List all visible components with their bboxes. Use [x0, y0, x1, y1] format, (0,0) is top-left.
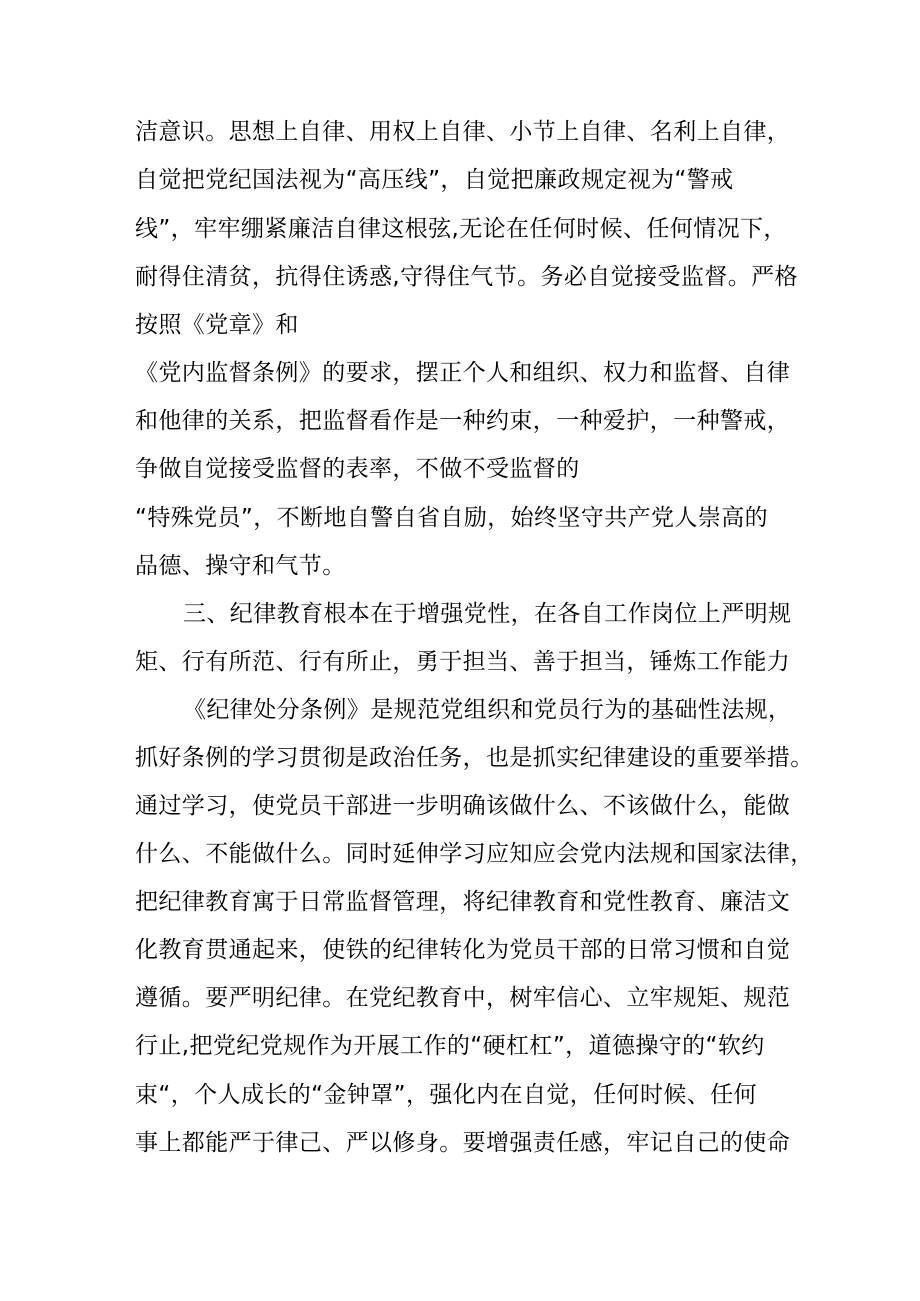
- body-text-line: 《纪律处分条例》是规范党组织和党员行为的基础性法规，: [183, 697, 792, 723]
- body-text-line: 束“，个人成长的“金钟罩”，强化内在自觉，任何时候、任何: [135, 1082, 757, 1108]
- section-heading-line: 矩、行有所范、行有所止，勇于担当、善于担当，锤炼工作能力: [135, 649, 791, 675]
- body-text-line: 《党内监督条例》的要求，摆正个人和组织、权力和监督、自律: [135, 360, 791, 386]
- body-text-line: 通过学习，使党员干部进一步明确该做什么、不该做什么，能做: [135, 793, 791, 819]
- body-text-line: 洁意识。思想上自律、用权上自律、小节上自律、名利上自律，: [135, 119, 791, 145]
- body-text-line: 品德、操守和气节。: [135, 553, 346, 579]
- body-text-line: 耐得住清贫，抗得住诱惑,守得住气节。务必自觉接受监督。严格: [135, 264, 798, 290]
- body-text-line: 遵循。要严明纪律。在党纪教育中，树牢信心、立牢规矩、规范: [135, 985, 791, 1011]
- body-text-line: “特殊党员”，不断地自警自省自励，始终坚守共产党人崇高的: [135, 505, 769, 531]
- section-heading-line: 三、纪律教育根本在于增强党性，在各自工作岗位上严明规: [183, 601, 792, 627]
- body-text-line: 和他律的关系，把监督看作是一种约束，一种爱护，一种警戒，: [135, 408, 791, 434]
- body-text-line: 自觉把党纪国法视为“高压线”，自觉把廉政规定视为“警戒: [135, 167, 734, 193]
- body-text-line: 争做自觉接受监督的表率，不做不受监督的: [135, 456, 580, 482]
- body-text-line: 行止,把党纪党规作为开展工作的“硬杠杠”，道德操守的“软约: [135, 1033, 765, 1059]
- body-text-line: 什么、不能做什么。同时延伸学习应知应会党内法规和国家法律，: [135, 841, 814, 867]
- body-text-line: 化教育贯通起来，使铁的纪律转化为党员干部的日常习惯和自觉: [135, 937, 791, 963]
- body-text-line: 按照《党章》和: [135, 312, 299, 338]
- body-text-line: 把纪律教育寓于日常监督管理，将纪律教育和党性教育、廉洁文: [135, 889, 791, 915]
- body-text-line: 线”，牢牢绷紧廉洁自律这根弦,无论在任何时候、任何情况下，: [135, 216, 787, 242]
- body-text-line: 抓好条例的学习贯彻是政治任务，也是抓实纪律建设的重要举措。: [135, 745, 814, 771]
- body-text-line: 事上都能严于律己、严以修身。要增强责任感，牢记自己的使命: [135, 1130, 791, 1156]
